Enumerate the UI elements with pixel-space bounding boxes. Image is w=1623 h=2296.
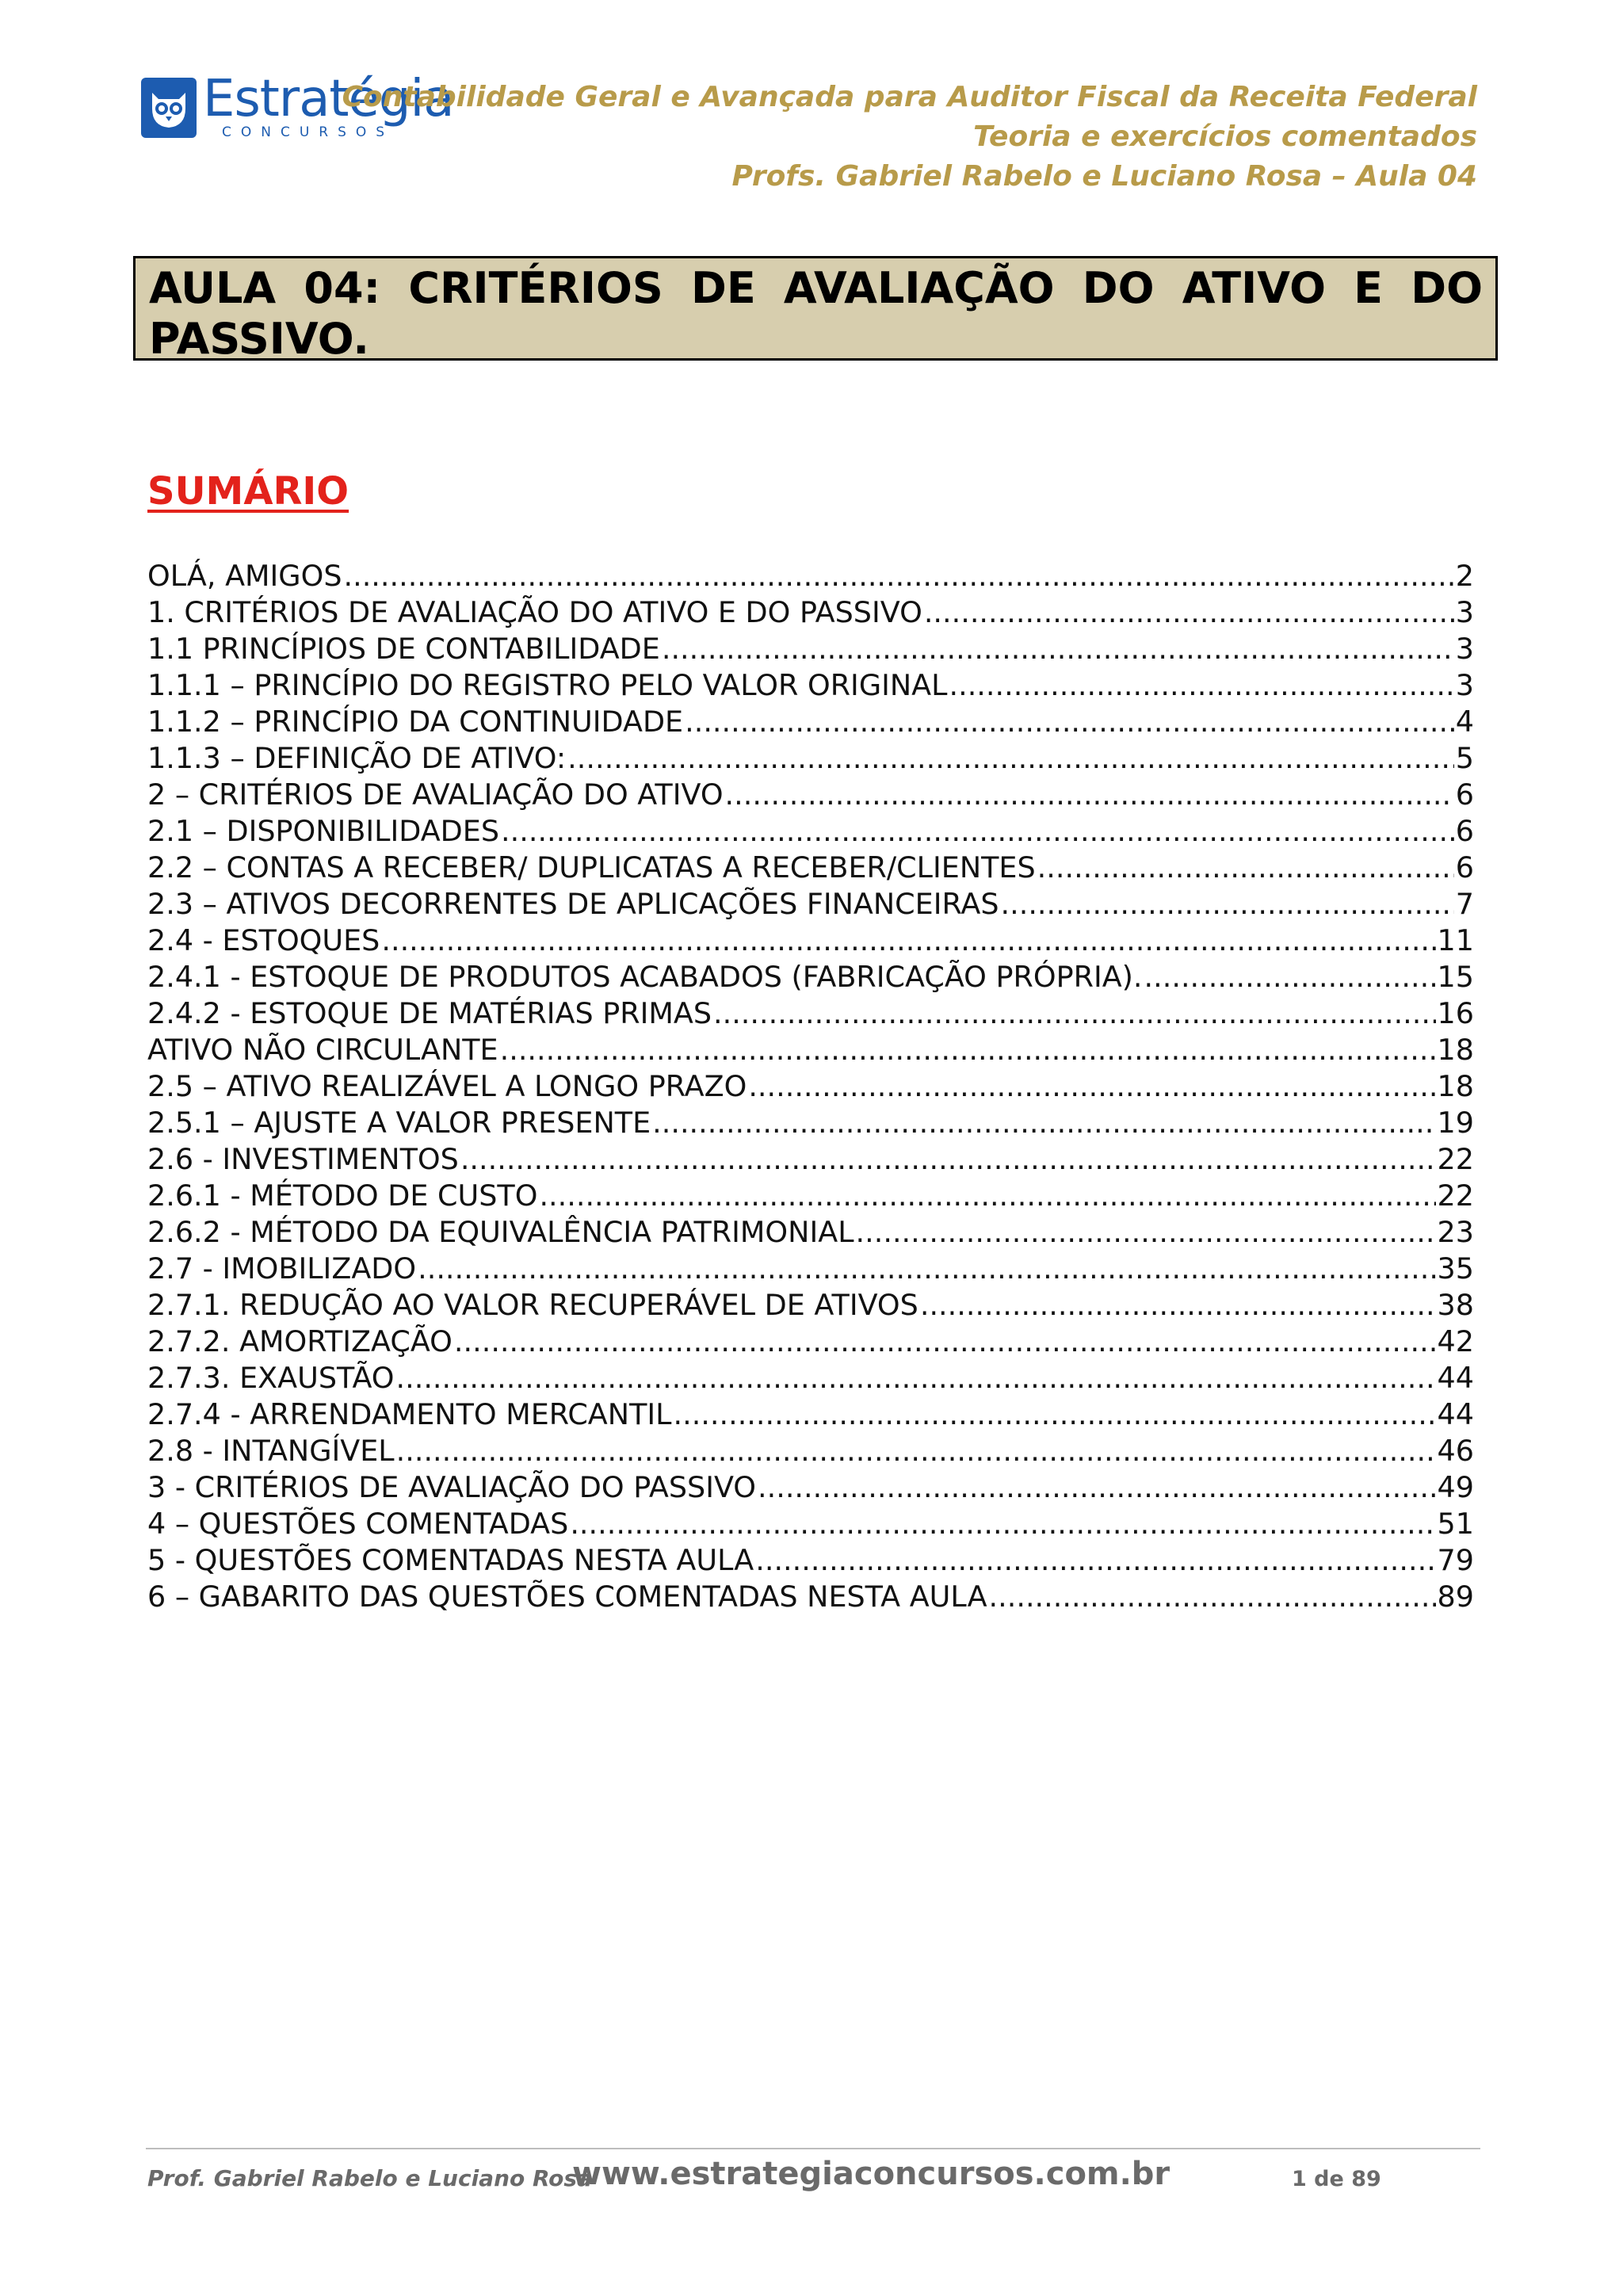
toc-entry[interactable] [147, 1324, 1474, 1360]
toc-entry-title: 2.1 – DISPONIBILIDADES [147, 814, 500, 848]
toc-entry-page: 15 [1437, 960, 1474, 994]
toc-entry-page: 16 [1437, 996, 1474, 1030]
toc-dot-leader [567, 740, 1454, 777]
toc-entry-page: 19 [1437, 1106, 1474, 1140]
toc-entry[interactable] [147, 1068, 1474, 1105]
toc-entry-title: 2.7.4 - ARRENDAMENTO MERCANTIL [147, 1397, 672, 1431]
toc-entry-page: 7 [1455, 887, 1474, 921]
toc-entry-page: 3 [1455, 668, 1474, 702]
toc-entry-title: 2.6 - INVESTIMENTOS [147, 1142, 459, 1176]
toc-entry[interactable] [147, 631, 1474, 667]
toc-dot-leader [1144, 959, 1436, 995]
toc-dot-leader [713, 995, 1436, 1032]
toc-entry-page: 46 [1437, 1434, 1474, 1468]
toc-entry-title: 6 – GABARITO DAS QUESTÕES COMENTADAS NESTA AULA [147, 1580, 987, 1614]
toc-entry[interactable] [147, 1506, 1474, 1542]
toc-entry-page: 3 [1455, 595, 1474, 629]
toc-entry[interactable] [147, 1396, 1474, 1433]
toc-dot-leader [725, 777, 1454, 813]
toc-dot-leader [418, 1251, 1435, 1287]
toc-dot-leader [343, 558, 1453, 594]
owl-icon [141, 78, 197, 138]
toc-entry[interactable] [147, 558, 1474, 594]
toc-dot-leader [381, 923, 1435, 959]
toc-entry[interactable] [147, 886, 1474, 923]
toc-entry-page: 51 [1437, 1507, 1474, 1541]
course-header [342, 78, 1477, 197]
toc-entry-page: 23 [1437, 1215, 1474, 1249]
toc-entry-page: 22 [1437, 1179, 1474, 1213]
toc-entry[interactable] [147, 1178, 1474, 1214]
toc-entry-page: 4 [1455, 705, 1474, 739]
toc-entry-title: 2.7.1. REDUÇÃO AO VALOR RECUPERÁVEL DE ATIVOS [147, 1288, 918, 1322]
toc-dot-leader [758, 1469, 1436, 1506]
toc-dot-leader [924, 594, 1454, 631]
toc-entry-title: 2.6.2 - MÉTODO DA EQUIVALÊNCIA PATRIMONIAL [147, 1215, 854, 1249]
toc-entry[interactable] [147, 923, 1474, 959]
toc-entry-page: 22 [1437, 1142, 1474, 1176]
toc-entry-title: 1.1.2 – PRINCÍPIO DA CONTINUIDADE [147, 705, 684, 739]
toc-dot-leader [989, 1579, 1436, 1615]
course-subtitle: Teoria e exercícios comentados [973, 120, 1477, 153]
toc-dot-leader [500, 1032, 1436, 1068]
toc-entry-title: 2.7.2. AMORTIZAÇÃO [147, 1324, 453, 1358]
toc-entry-title: 1.1.3 – DEFINIÇÃO DE ATIVO: [147, 741, 567, 775]
toc-entry[interactable] [147, 1141, 1474, 1178]
toc-entry-title: 2.7.3. EXAUSTÃO [147, 1361, 395, 1395]
toc-entry-page: 11 [1437, 923, 1474, 957]
toc-dot-leader [652, 1105, 1435, 1141]
toc-entry[interactable] [147, 1579, 1474, 1615]
toc-entry-title: 2 – CRITÉRIOS DE AVALIAÇÃO DO ATIVO [147, 777, 724, 812]
toc-entry-title: 1.1.1 – PRINCÍPIO DO REGISTRO PELO VALOR ORIGINAL [147, 668, 948, 702]
course-title: Contabilidade Geral e Avançada para Auditor Fiscal da Receita Federal [342, 81, 1477, 113]
table-of-contents [147, 558, 1474, 1615]
toc-entry-page: 2 [1455, 559, 1474, 593]
toc-entry[interactable] [147, 1542, 1474, 1579]
summary-heading: SUMÁRIO [147, 469, 349, 514]
page-indicator: 1 de 89 [1292, 2167, 1381, 2191]
toc-entry[interactable] [147, 1032, 1474, 1068]
toc-entry[interactable] [147, 813, 1474, 850]
toc-entry-title: 2.6.1 - MÉTODO DE CUSTO [147, 1179, 538, 1213]
toc-dot-leader [673, 1396, 1435, 1433]
toc-entry-page: 49 [1437, 1470, 1474, 1504]
toc-dot-leader [460, 1141, 1436, 1178]
toc-entry-page: 3 [1455, 632, 1474, 666]
toc-entry-title: OLÁ, AMIGOS [147, 559, 342, 593]
toc-dot-leader [949, 667, 1453, 704]
toc-dot-leader [570, 1506, 1435, 1542]
toc-entry-title: 2.7 - IMOBILIZADO [147, 1251, 417, 1286]
toc-entry-title: 2.4.2 - ESTOQUE DE MATÉRIAS PRIMAS [147, 996, 712, 1030]
toc-dot-leader [1001, 886, 1454, 923]
toc-dot-leader [501, 813, 1454, 850]
toc-entry-title: 4 – QUESTÕES COMENTADAS [147, 1507, 569, 1541]
toc-entry-page: 6 [1455, 814, 1474, 848]
toc-entry-page: 44 [1437, 1361, 1474, 1395]
toc-entry[interactable] [147, 704, 1474, 740]
toc-entry-page: 6 [1455, 777, 1474, 812]
footer-author: Prof. Gabriel Rabelo e Luciano Rosa [147, 2165, 592, 2191]
toc-dot-leader [396, 1360, 1436, 1396]
toc-dot-leader [454, 1324, 1436, 1360]
toc-entry-title: 3 - CRITÉRIOS DE AVALIAÇÃO DO PASSIVO [147, 1470, 757, 1504]
toc-entry[interactable] [147, 1469, 1474, 1506]
logo-name: Estratégia [203, 70, 454, 128]
toc-entry[interactable] [147, 1251, 1474, 1287]
toc-entry-title: 1.1 PRINCÍPIOS DE CONTABILIDADE [147, 632, 660, 666]
toc-entry[interactable] [147, 1287, 1474, 1324]
toc-entry-page: 5 [1455, 741, 1474, 775]
toc-entry[interactable] [147, 594, 1474, 631]
toc-entry[interactable] [147, 777, 1474, 813]
toc-entry-page: 42 [1437, 1324, 1474, 1358]
toc-entry-title: 2.8 - INTANGÍVEL [147, 1434, 395, 1468]
toc-dot-leader [748, 1068, 1435, 1105]
toc-entry-page: 18 [1437, 1033, 1474, 1067]
toc-entry-title: 1. CRITÉRIOS DE AVALIAÇÃO DO ATIVO E DO PASSIVO [147, 595, 922, 629]
toc-entry-title: 2.4 - ESTOQUES [147, 923, 380, 957]
toc-entry[interactable] [147, 995, 1474, 1032]
toc-entry[interactable] [147, 959, 1474, 995]
toc-entry[interactable] [147, 1360, 1474, 1396]
toc-dot-leader [1037, 850, 1454, 886]
toc-entry-page: 38 [1437, 1288, 1474, 1322]
footer-website-link[interactable]: www.estrategiaconcursos.com.br [572, 2156, 1170, 2192]
toc-entry-page: 35 [1437, 1251, 1474, 1286]
toc-entry-title: 5 - QUESTÕES COMENTADAS NESTA AULA [147, 1543, 754, 1577]
logo-subtitle: CONCURSOS [222, 124, 395, 140]
toc-entry[interactable] [147, 740, 1474, 777]
toc-dot-leader [539, 1178, 1435, 1214]
toc-entry[interactable] [147, 1214, 1474, 1251]
toc-entry-page: 44 [1437, 1397, 1474, 1431]
toc-entry-title: 2.5 – ATIVO REALIZÁVEL A LONGO PRAZO [147, 1069, 747, 1103]
toc-entry-title: ATIVO NÃO CIRCULANTE [147, 1033, 498, 1067]
toc-entry-page: 79 [1437, 1543, 1474, 1577]
toc-entry-page: 18 [1437, 1069, 1474, 1103]
toc-entry[interactable] [147, 667, 1474, 704]
toc-entry[interactable] [147, 1433, 1474, 1469]
toc-dot-leader [856, 1214, 1436, 1251]
toc-dot-leader [396, 1433, 1436, 1469]
toc-dot-leader [920, 1287, 1436, 1324]
toc-dot-leader [755, 1542, 1435, 1579]
toc-entry-page: 89 [1437, 1580, 1474, 1614]
course-authors: Profs. Gabriel Rabelo e Luciano Rosa – Aula 04 [731, 160, 1477, 193]
toc-entry-page: 6 [1455, 850, 1474, 884]
footer-divider [146, 2148, 1480, 2149]
toc-entry-title: 2.3 – ATIVOS DECORRENTES DE APLICAÇÕES FINANCEIRAS [147, 887, 999, 921]
lesson-title: AULA 04: CRITÉRIOS DE AVALIAÇÃO DO ATIVO E DO PASSIVO. [133, 256, 1498, 361]
toc-entry[interactable] [147, 1105, 1474, 1141]
toc-dot-leader [685, 704, 1454, 740]
toc-entry[interactable] [147, 850, 1474, 886]
toc-entry-title: 2.5.1 – AJUSTE A VALOR PRESENTE [147, 1106, 651, 1140]
toc-dot-leader [662, 631, 1454, 667]
toc-entry-title: 2.2 – CONTAS A RECEBER/ DUPLICATAS A RECEBER/CLIENTES [147, 850, 1036, 884]
toc-entry-title: 2.4.1 - ESTOQUE DE PRODUTOS ACABADOS (FABRICAÇÃO PRÓPRIA). [147, 960, 1143, 994]
